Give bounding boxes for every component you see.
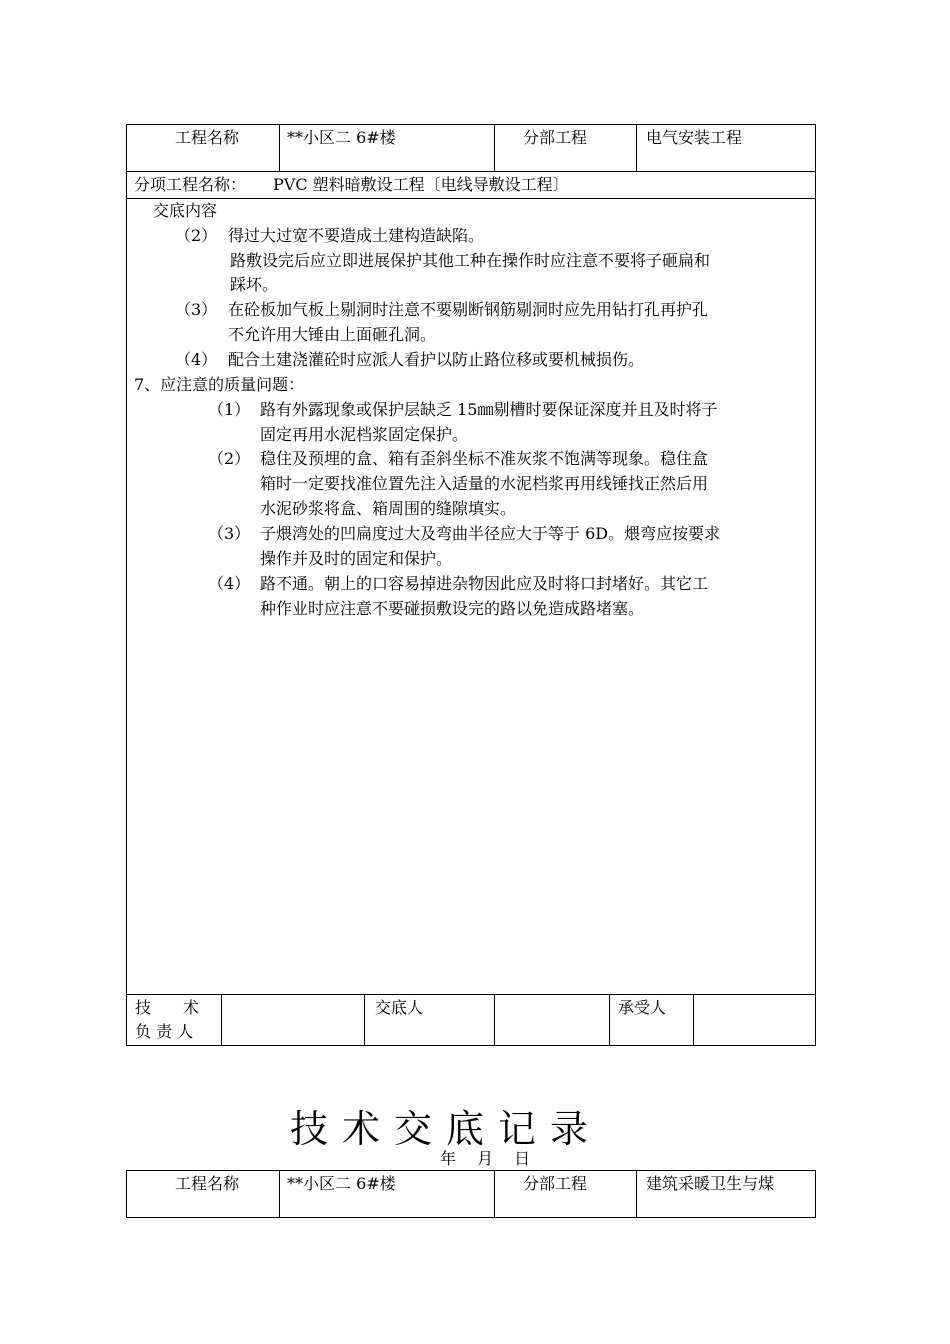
receiver-label: 承受人: [618, 998, 667, 1017]
content-line: 种作业时应注意不要碰损敷设完的路以免造成路堵塞。: [260, 599, 645, 618]
content-line: 得过大过宽不要造成土建构造缺陷。: [228, 226, 485, 245]
content-line: 操作并及时的固定和保护。: [260, 549, 453, 568]
project-name-label: 工程名称: [175, 1174, 240, 1193]
content-line: 路不通。朝上的口容易掉进杂物因此应及时将口封堵好。其它工: [260, 574, 709, 593]
content-label: 交底内容: [153, 201, 218, 220]
record-title: 技术交底记录: [290, 1107, 603, 1151]
sub-item-label: 分项工程名称：: [134, 175, 247, 194]
sub-project-value: 电气安装工程: [646, 128, 743, 147]
item-number: （2）: [208, 449, 251, 468]
sub-project-label: 分部工程: [523, 1174, 588, 1193]
tech-responsible-label-line1: 技 术: [135, 998, 200, 1017]
item-number: （1）: [208, 400, 251, 419]
content-line: 在砼板加气板上剔洞时注意不要剔断钢筋剔洞时应先用钻打孔再护孔: [228, 300, 709, 319]
item-number: （3）: [208, 524, 251, 543]
content-line: 稳住及预埋的盒、箱有歪斜坐标不准灰浆不饱满等现象。稳住盒: [260, 449, 709, 468]
content-line: 不允许用大锤由上面砸孔洞。: [228, 325, 437, 344]
section-7-title: 7、应注意的质量问题：: [134, 375, 305, 394]
content-line: 水泥砂浆将盒、箱周围的缝隙填实。: [260, 499, 517, 518]
date-label: 年 月 日: [440, 1149, 539, 1168]
project-name-value: **小区二 6#楼: [287, 1174, 396, 1193]
content-line: 箱时一定要找准位置先注入适量的水泥档浆再用线锤找正然后用: [260, 474, 709, 493]
item-number: （2）: [175, 226, 218, 245]
sub-project-label: 分部工程: [523, 128, 588, 147]
sub-project-value: 建筑采暖卫生与煤: [646, 1174, 775, 1193]
project-name-value: **小区二 6#楼: [287, 128, 396, 147]
tech-responsible-label-line2: 负 责 人: [135, 1022, 194, 1041]
item-number: （3）: [175, 300, 218, 319]
content-line: 配合土建浇灌砼时应派人看护以防止路位移或要机械损伤。: [228, 350, 645, 369]
project-name-label: 工程名称: [175, 128, 240, 147]
content-line: 踩坏。: [230, 275, 279, 294]
item-number: （4）: [208, 574, 251, 593]
content-line: 路敷设完后应立即进展保护其他工种在操作时应注意不要将子砸扁和: [230, 251, 711, 270]
item-number: （4）: [175, 350, 218, 369]
sub-item-value: PVC 塑料暗敷设工程〔电线导敷设工程〕: [273, 175, 569, 194]
handover-person-label: 交底人: [375, 998, 424, 1017]
content-line: 路有外露现象或保护层缺乏 15㎜剔槽时要保证深度并且及时将子: [260, 400, 718, 419]
content-line: 固定再用水泥档浆固定保护。: [260, 425, 469, 444]
content-line: 子煨湾处的凹扁度过大及弯曲半径应大于等于 6D。煨弯应按要求: [260, 524, 721, 543]
